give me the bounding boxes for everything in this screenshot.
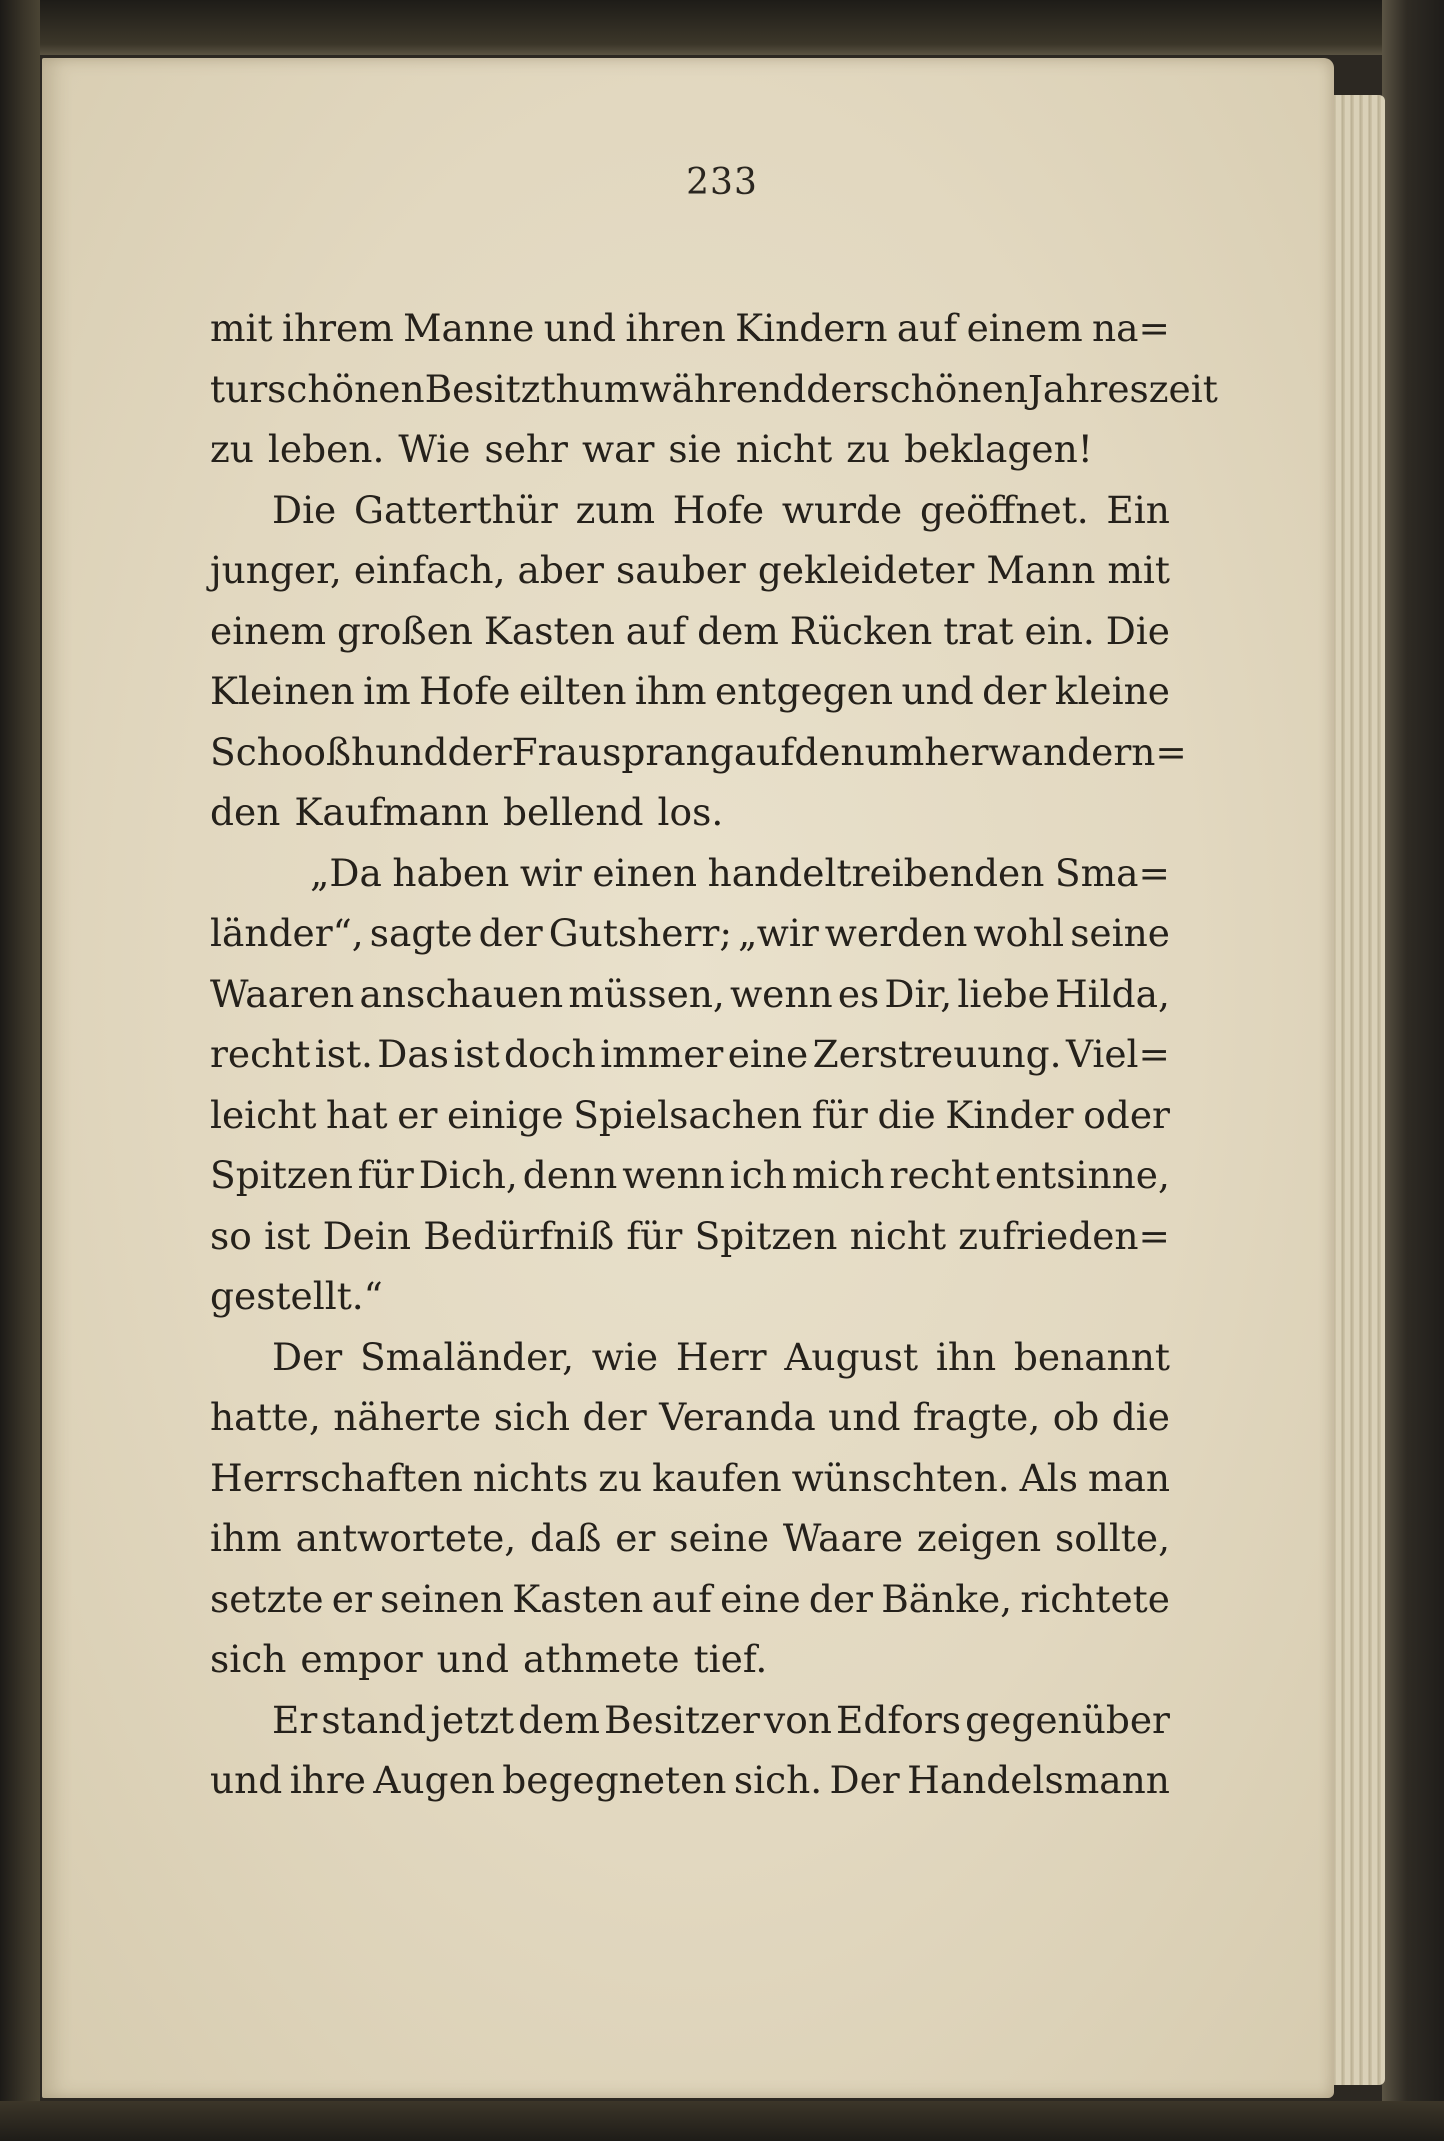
- text-line: [210, 1024, 1170, 1085]
- page-number: 233: [686, 162, 758, 203]
- word: Sma=: [1054, 850, 1170, 895]
- word: bellend: [502, 790, 644, 834]
- word: aber: [517, 548, 604, 592]
- word: empor: [300, 1637, 423, 1681]
- word: eilten: [518, 669, 627, 713]
- word: Die: [1105, 608, 1170, 653]
- word: mit: [1107, 548, 1170, 592]
- text-line: [210, 540, 1170, 601]
- word: ihm: [634, 669, 707, 713]
- word: kaufen: [652, 1455, 782, 1500]
- word: wenn: [730, 971, 833, 1016]
- text-line: [210, 1387, 1170, 1448]
- word: der: [447, 729, 512, 774]
- word: Smaländer,: [359, 1334, 574, 1379]
- text-line: [210, 782, 1170, 843]
- word: benannt: [1013, 1334, 1170, 1379]
- word: Frau: [511, 729, 603, 774]
- word: ich: [729, 1153, 787, 1197]
- word: Gutsherr;: [548, 911, 732, 955]
- word: sagte: [369, 911, 473, 955]
- word: einem: [966, 306, 1083, 350]
- word: ob: [1052, 1395, 1100, 1439]
- text-line: [210, 1085, 1170, 1146]
- word: wünschten.: [791, 1455, 1010, 1500]
- word: Veranda: [659, 1395, 816, 1439]
- word: mit: [210, 306, 273, 350]
- word: Hilda,: [1054, 971, 1170, 1016]
- word: anschauen: [359, 971, 564, 1016]
- word: dem: [518, 1697, 600, 1742]
- word: Hofe: [672, 487, 765, 532]
- word: einem: [210, 608, 327, 653]
- word: während: [639, 366, 807, 411]
- word: Kindern: [735, 306, 888, 350]
- word: trat: [943, 608, 1014, 653]
- word: daß: [530, 1516, 602, 1560]
- word: Viel=: [1065, 1032, 1170, 1076]
- word: es: [837, 971, 880, 1016]
- word: „Da: [310, 850, 382, 895]
- word: Zerstreuung.: [812, 1032, 1062, 1076]
- word: ihm: [210, 1516, 282, 1560]
- word: und: [436, 1637, 509, 1681]
- word: Spielsachen: [573, 1092, 803, 1137]
- word: oder: [1083, 1092, 1170, 1137]
- word: einige: [447, 1092, 564, 1137]
- text-line: [210, 601, 1170, 662]
- word: Herrschaften: [210, 1455, 463, 1500]
- word: die: [1111, 1395, 1170, 1439]
- word: Herr: [675, 1334, 767, 1379]
- word: wurde: [781, 487, 903, 532]
- word: wenn: [622, 1153, 725, 1197]
- word: geöffnet.: [919, 487, 1089, 532]
- word: „wir: [737, 911, 819, 955]
- word: zu: [210, 427, 254, 471]
- word: großen: [337, 608, 473, 653]
- word: er: [615, 1516, 656, 1560]
- word: stand: [321, 1697, 427, 1742]
- word: hat: [326, 1092, 388, 1137]
- word: ihren: [625, 306, 726, 350]
- word: auf: [896, 306, 958, 350]
- word: zeigen: [916, 1516, 1042, 1560]
- word: Bedürfniß: [423, 1213, 615, 1258]
- word: sehr: [484, 427, 568, 471]
- word: Handelsmann: [907, 1758, 1170, 1802]
- word: man: [1087, 1455, 1170, 1500]
- word: Mann: [986, 548, 1096, 592]
- word: Er: [272, 1697, 318, 1742]
- word: den: [794, 729, 865, 774]
- word: Edfors: [836, 1697, 962, 1742]
- word: Manne: [403, 306, 535, 350]
- word: nichts: [472, 1455, 589, 1500]
- word: setzte: [210, 1576, 324, 1621]
- word: im: [363, 669, 411, 713]
- word: gekleideter: [757, 548, 975, 592]
- word: Spitzen: [694, 1213, 838, 1258]
- text-line: [210, 1690, 1170, 1751]
- word: so: [210, 1213, 252, 1258]
- word: Kinder: [945, 1092, 1074, 1137]
- word: Besitzer: [604, 1697, 760, 1742]
- word: der: [806, 366, 871, 411]
- word: Rücken: [789, 608, 933, 653]
- word: sauber: [615, 548, 746, 592]
- word: dem: [697, 608, 779, 653]
- word: auf: [625, 608, 687, 653]
- word: Der: [272, 1334, 343, 1379]
- word: schönen: [870, 366, 1028, 411]
- word: sollte,: [1055, 1516, 1170, 1560]
- word: der: [582, 1395, 647, 1439]
- word: leicht: [210, 1092, 317, 1137]
- word: turschönen: [210, 366, 425, 411]
- word: athmete: [522, 1637, 680, 1681]
- word: gegenüber: [965, 1697, 1170, 1742]
- word: Spitzen: [210, 1153, 353, 1197]
- text-line: [210, 1266, 1170, 1327]
- text-line: [210, 1327, 1170, 1388]
- word: richtete: [1020, 1576, 1170, 1621]
- text-line: [210, 843, 1170, 904]
- word: auf: [733, 729, 795, 774]
- word: entsinne,: [994, 1153, 1170, 1197]
- word: einfach,: [353, 548, 506, 592]
- word: und: [543, 306, 616, 350]
- word: August: [784, 1334, 919, 1379]
- word: er: [397, 1092, 438, 1137]
- word: eine: [727, 1032, 809, 1076]
- word: länder“,: [210, 911, 364, 955]
- word: wohl: [973, 911, 1065, 955]
- word: Dir,: [884, 971, 953, 1016]
- word: seinen: [380, 1576, 505, 1621]
- word: zu: [598, 1455, 643, 1500]
- word: Waare: [782, 1516, 904, 1560]
- text-line: [210, 419, 1170, 480]
- text-line: [210, 480, 1170, 541]
- word: für: [626, 1213, 683, 1258]
- word: recht: [210, 1032, 311, 1076]
- word: Jahreszeit: [1027, 366, 1218, 411]
- word: nicht: [849, 1213, 947, 1258]
- word: liebe: [957, 971, 1050, 1016]
- word: begegneten: [502, 1758, 727, 1802]
- word: immer: [600, 1032, 724, 1076]
- word: Dich,: [418, 1153, 518, 1197]
- word: Ein: [1106, 487, 1170, 532]
- word: ihrem: [281, 306, 394, 350]
- word: er: [331, 1576, 372, 1621]
- word: handeltreibenden: [707, 850, 1045, 895]
- word: der: [478, 911, 543, 955]
- word: Bänke,: [881, 1576, 1013, 1621]
- word: ihre: [289, 1758, 366, 1802]
- body-text: [210, 298, 1218, 1811]
- word: sprang: [602, 729, 734, 774]
- word: beklagen!: [904, 427, 1093, 471]
- word: für: [357, 1153, 414, 1197]
- word: ist: [453, 1032, 500, 1076]
- word: und: [828, 1395, 901, 1439]
- word: entgegen: [715, 669, 894, 713]
- word: tief.: [693, 1637, 768, 1681]
- word: mich: [791, 1153, 885, 1197]
- book-cover-bottom-edge: [0, 2101, 1444, 2141]
- word: eine: [720, 1576, 801, 1621]
- word: Kleinen: [210, 669, 355, 713]
- word: ist: [264, 1213, 311, 1258]
- word: sich: [210, 1637, 287, 1681]
- text-line: [210, 661, 1170, 722]
- word: und: [210, 1758, 283, 1802]
- text-line: [210, 359, 1218, 420]
- word: Das: [377, 1032, 449, 1076]
- word: leben.: [267, 427, 385, 471]
- word: ihn: [935, 1334, 997, 1379]
- word: Schooßhund: [210, 729, 448, 774]
- word: war: [581, 427, 655, 471]
- word: fragte,: [912, 1395, 1041, 1439]
- word: sich: [493, 1395, 571, 1439]
- word: zu: [846, 427, 891, 471]
- book-cover-right-edge: [1382, 0, 1444, 2141]
- book-cover-left-edge: [0, 0, 40, 2141]
- word: werden: [824, 911, 968, 955]
- word: der: [982, 669, 1047, 713]
- word: zufrieden=: [958, 1213, 1170, 1258]
- word: und: [901, 669, 974, 713]
- word: von: [764, 1697, 832, 1742]
- word: auf: [651, 1576, 712, 1621]
- word: die: [877, 1092, 936, 1137]
- word: für: [811, 1092, 868, 1137]
- word: Kaufmann: [294, 790, 489, 834]
- word: umherwandern=: [864, 729, 1187, 774]
- text-line: [210, 1629, 1170, 1690]
- word: denn: [522, 1153, 618, 1197]
- text-line: [210, 964, 1170, 1025]
- word: Augen: [373, 1758, 495, 1802]
- text-line: [210, 1206, 1170, 1267]
- text-line: [210, 1508, 1170, 1569]
- word: wir: [519, 850, 582, 895]
- text-line: [210, 1145, 1170, 1206]
- book-cover-top-edge: [0, 0, 1444, 55]
- text-line: [210, 722, 1187, 783]
- word: antwortete,: [295, 1516, 517, 1560]
- word: seine: [669, 1516, 770, 1560]
- word: doch: [504, 1032, 596, 1076]
- word: sich.: [733, 1758, 823, 1802]
- word: Kasten: [483, 608, 615, 653]
- word: recht: [889, 1153, 990, 1197]
- word: näherte: [333, 1395, 482, 1439]
- word: zum: [575, 487, 656, 532]
- word: müssen,: [568, 971, 725, 1016]
- word: Hofe: [419, 669, 511, 713]
- text-line: [210, 1569, 1170, 1630]
- word: wie: [591, 1334, 659, 1379]
- word: gestellt.“: [210, 1274, 383, 1318]
- word: sie: [668, 427, 722, 471]
- text-line: [210, 298, 1170, 359]
- word: haben: [392, 850, 510, 895]
- word: Die: [272, 487, 337, 532]
- word: den: [210, 790, 281, 834]
- word: ein.: [1024, 608, 1095, 653]
- word: Der: [829, 1758, 900, 1802]
- word: Wie: [398, 427, 471, 471]
- word: los.: [657, 790, 724, 834]
- word: na=: [1091, 306, 1170, 350]
- word: seine: [1070, 911, 1170, 955]
- word: Dein: [322, 1213, 412, 1258]
- word: Waaren: [210, 971, 355, 1016]
- text-line: [210, 1750, 1170, 1811]
- word: einen: [592, 850, 698, 895]
- word: jetzt: [430, 1697, 515, 1742]
- word: Als: [1019, 1455, 1078, 1500]
- word: ist.: [314, 1032, 373, 1076]
- word: hatte,: [210, 1395, 321, 1439]
- text-line: [210, 1448, 1170, 1509]
- word: Gatterthür: [353, 487, 558, 532]
- text-line: [210, 903, 1170, 964]
- word: kleine: [1054, 669, 1170, 713]
- word: Kasten: [512, 1576, 644, 1621]
- word: nicht: [735, 427, 833, 471]
- word: der: [808, 1576, 873, 1621]
- word: junger,: [210, 548, 342, 592]
- word: Besitzthum: [424, 366, 640, 411]
